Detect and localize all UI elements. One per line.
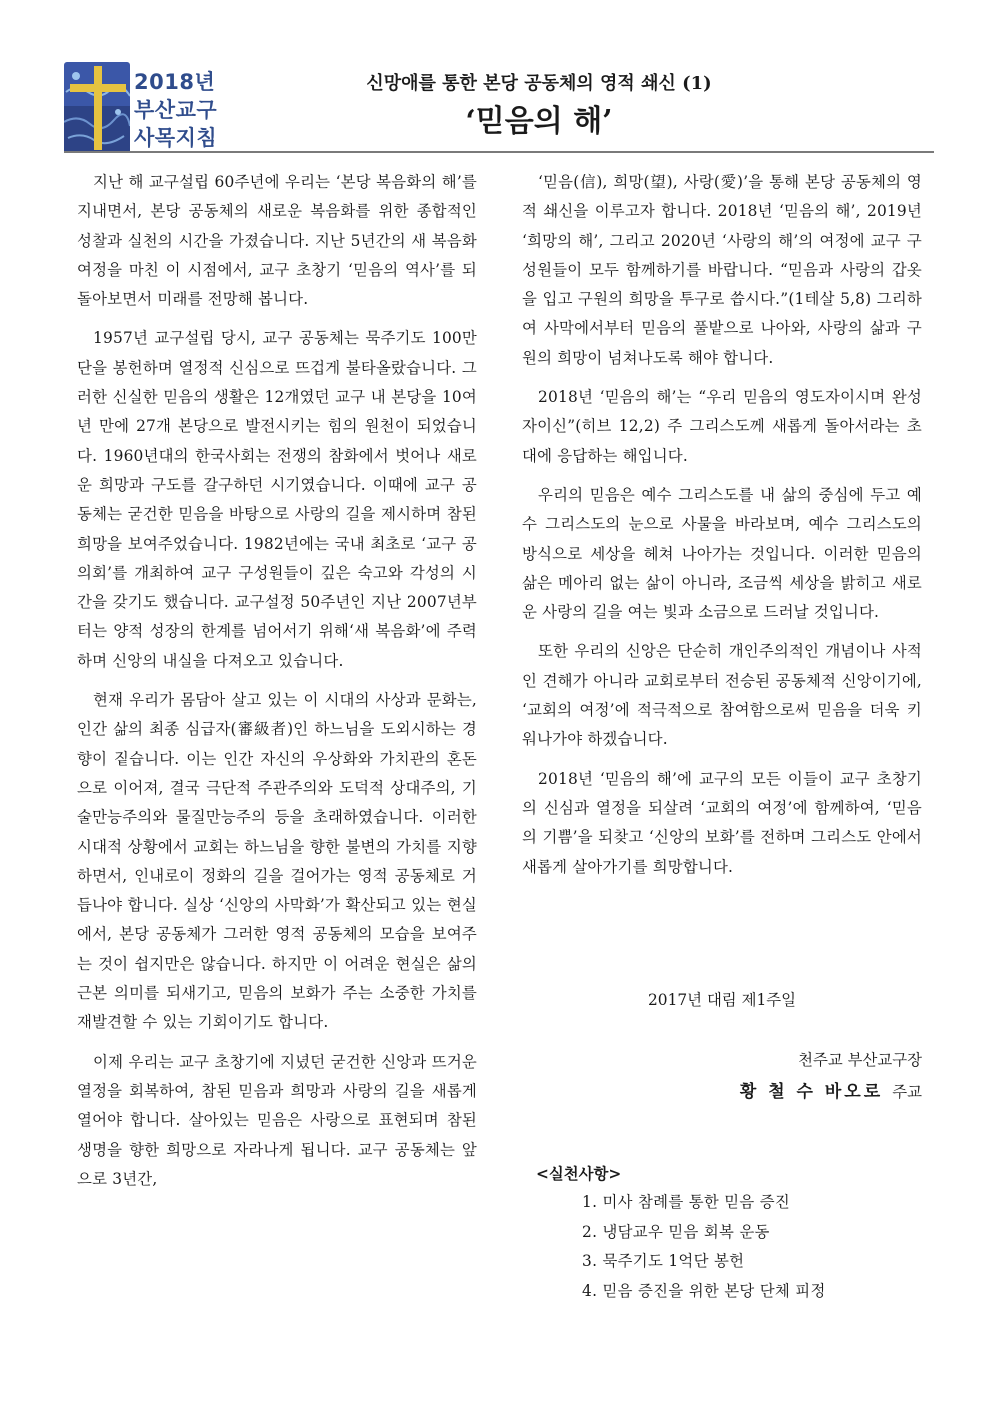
logo-diocese: 부산교구 xyxy=(134,98,218,122)
body-paragraph: 현재 우리가 몸담아 살고 있는 이 시대의 사상과 문화는, 인간 삶의 최종 심급자(審級者)인 하느님을 도외시하는 경향이 짙습니다. 이는 인간 자신의 우상화와 가치관의 혼돈으로 이어져, 결국 극단적 주관주의와 도덕적 상대주의, 기술만능주의와 물질만능주의 등을 초래하였습니다. 이러한 시대적 상황에서 교회는 하느님을 향한 불변의 가치를 지향하면서, 인내로이 정화의 길을 걸어가는 영적 공동체로 거듭나야 합니다. 실상 ‘신앙의 사막화’가 확산되고 있는 현실에서, 본당 공동체가 그러한 영적 공동체의 모습을 보여주는 것이 쉽지만은 않습니다. 하지만 이 어려운 현실은 삶의 근본 의미를 되새기고, 믿음의 보화가 주는 소중한 가치를 재발견할 수 있는 기회이기도 합니다. xyxy=(77,691,477,1032)
logo-year: 2018년 xyxy=(134,70,216,94)
signer-name: 황 철 수 바오로 xyxy=(739,1082,884,1102)
action-item: 1. 미사 참례를 통한 믿음 증진 xyxy=(582,1193,791,1211)
body-paragraph: 2018년 ‘믿음의 해’에 교구의 모든 이들이 교구 초창기의 신심과 열정을 되살려 ‘교회의 여정’에 함께하여, ‘믿음의 기쁨’을 되찾고 ‘신앙의 보화’를 전하며 그리스도 안에서 새롭게 살아가기를 희망합니다. xyxy=(522,769,922,876)
body-paragraph: 1957년 교구설립 당시, 교구 공동체는 묵주기도 100만단을 봉헌하며 열정적 신심으로 뜨겁게 불타올랐습니다. 그러한 신실한 믿음의 생활은 12개였던 교구 내 본당을 10여년 만에 27개 본당으로 발전시키는 힘의 원천이 되었습니다. 1960년대의 한국사회는 전쟁의 참화에서 벗어나 새로운 희망과 구도를 갈구하던 시기였습니다. 이때에 교구 공동체는 굳건한 믿음을 바탕으로 사랑의 길을 제시하며 참된 희망을 보여주었습니다. 1982년에는 국내 최초로 ‘교구 공의회’를 개최하여 교구 구성원들이 깊은 숙고와 각성의 시간을 갖기도 했습니다. 교구설정 50주년인 지난 2007년부터는 양적 성장의 한계를 넘어서기 위해‘새 복음화’에 주력하며 신앙의 내실을 다져오고 있습니다. xyxy=(77,329,477,670)
logo-guideline: 사목지침 xyxy=(134,126,218,150)
body-paragraph: 지난 해 교구설립 60주년에 우리는 ‘본당 복음화의 해’를 지내면서, 본당 공동체의 새로운 복음화를 위한 종합적인 성찰과 실천의 시간을 가졌습니다. 지난 5년간의 새 복음화 여정을 마친 이 시점에서, 교구 초창기 ‘믿음의 역사’를 되돌아보면서 미래를 전망해 봅니다. xyxy=(77,173,477,309)
action-item: 4. 믿음 증진을 위한 본당 단체 피정 xyxy=(582,1281,826,1300)
action-item: 3. 묵주기도 1억단 봉헌 xyxy=(582,1252,745,1270)
body-paragraph: ‘믿음(信), 희망(望), 사랑(愛)’을 통해 본당 공동체의 영적 쇄신을 이루고자 합니다. 2018년 ‘믿음의 해’, 2019년 ‘희망의 해’, 그리고 2020년 ‘사랑의 해’의 여정에 교구 구성원들이 모두 함께하기를 바랍니다. “믿음과 사랑의 갑옷을 입고 구원의 희망을 투구로 씁시다.”(1테살 5,8) 그리하여 사막에서부터 믿음의 풀밭으로 나아와, 사랑의 삶과 구원의 희망이 넘쳐나도록 해야 합니다. xyxy=(522,173,922,367)
body-paragraph: 또한 우리의 신앙은 단순히 개인주의적인 개념이나 사적인 견해가 아니라 교회로부터 전승된 공동체적 신앙이기에, ‘교회의 여정’에 적극적으로 참여함으로써 믿음을 더욱 키워나가야 하겠습니다. xyxy=(522,642,922,749)
document-header xyxy=(64,58,934,154)
body-paragraph: 2018년 ‘믿음의 해’는 “우리 믿음의 영도자이시며 완성자이신”(히브 12,2) 주 그리스도께 새롭게 돌아서라는 초대에 응답하는 해입니다. xyxy=(522,388,922,465)
action-item: 2. 냉담교우 믿음 회복 운동 xyxy=(582,1222,770,1241)
action-items-heading: <실천사항> xyxy=(536,1165,622,1183)
cross-logo-icon xyxy=(64,62,130,152)
body-paragraph: 우리의 믿음은 예수 그리스도를 내 삶의 중심에 두고 예수 그리스도의 눈으로 사물을 바라보며, 예수 그리스도의 방식으로 세상을 헤쳐 나아가는 것입니다. 이러한 믿음의 삶은 메아리 없는 삶이 아니라, 조금씩 세상을 밝히고 새로운 사랑의 길을 여는 빛과 소금으로 드러날 것입니다. xyxy=(522,485,922,622)
diocese-logo xyxy=(64,58,264,154)
document-subtitle: 신망애를 통한 본당 공동체의 영적 쇄신 (1) xyxy=(366,73,712,94)
header-divider xyxy=(64,151,934,153)
action-items-list xyxy=(582,1188,826,1306)
document-title: ‘믿음의 해’ xyxy=(465,104,613,139)
signature-line xyxy=(740,1077,922,1102)
left-column xyxy=(77,168,477,1204)
body-paragraph: 이제 우리는 교구 초창기에 지녔던 굳건한 신앙과 뜨거운 열정을 회복하여, 참된 믿음과 희망과 사랑의 길을 새롭게 열어야 합니다. 살아있는 믿음은 사랑으로 표현되며 참된 생명을 향한 희망으로 자라나게 됩니다. 교구 공동체는 앞으로 3년간, xyxy=(77,1052,477,1188)
letter-date: 2017년 대림 제1주일 xyxy=(648,991,796,1009)
signer-organization: 천주교 부산교구장 xyxy=(798,1051,922,1069)
right-column xyxy=(522,168,922,892)
signer-title: 주교 xyxy=(892,1083,922,1101)
